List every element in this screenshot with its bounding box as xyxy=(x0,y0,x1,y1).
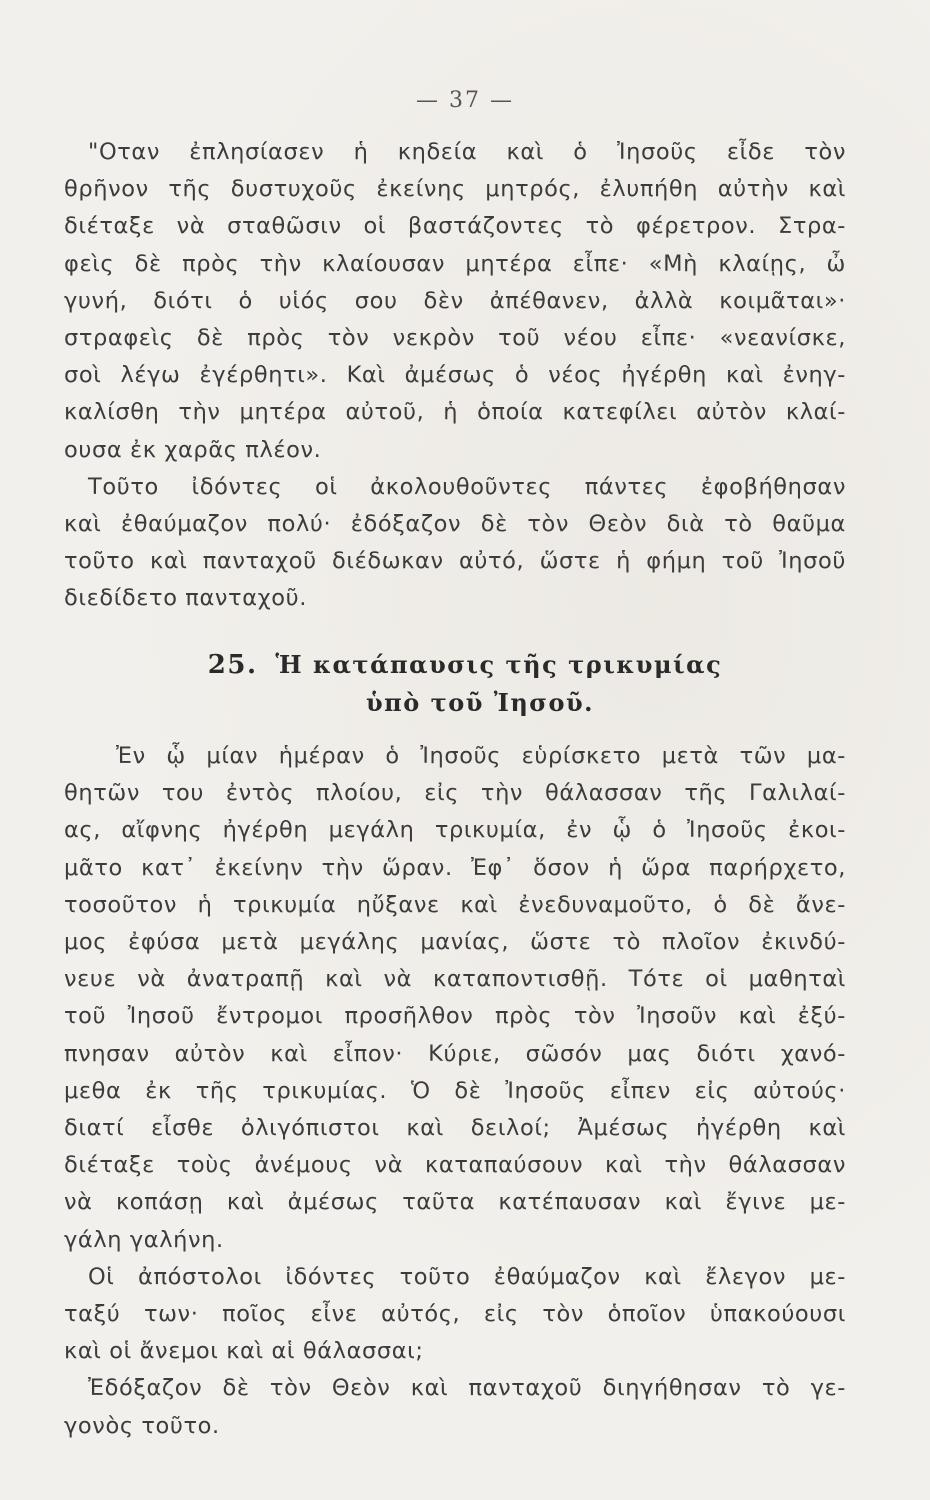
text-line: καλίσθη τὴν μητέρα αὐτοῦ, ἡ ὁποία κατεφίλει αὐτὸν κλαί- xyxy=(64,399,846,426)
text-line: θητῶν του ἐντὸς πλοίου, εἰς τὴν θάλασσαν τῆς Γαλιλαί- xyxy=(64,780,846,807)
text-line: γονὸς τοῦτο. xyxy=(64,1412,220,1439)
text-line: Ἐδόξαζον δὲ τὸν Θεὸν καὶ πανταχοῦ διηγήθησαν τὸ γε- xyxy=(88,1375,846,1402)
text-line: Οἱ ἀπόστολοι ἰδόντες τοῦτο ἐθαύμαζον καὶ ἔλεγον με- xyxy=(88,1263,846,1290)
text-line: σοὶ λέγω ἐγέρθητι». Καὶ ἀμέσως ὁ νέος ἠγέρθη καὶ ἐνηγ- xyxy=(64,362,846,389)
text-line: γυνή, διότι ὁ υἱός σου δὲν ἀπέθανεν, ἀλλὰ κοιμᾶται»· xyxy=(64,287,846,314)
text-line: διεδίδετο πανταχοῦ. xyxy=(64,585,307,612)
text-line: γάλη γαλήνη. xyxy=(64,1226,224,1253)
text-line: τοῦτο καὶ πανταχοῦ διέδωκαν αὐτό, ὥστε ἡ φήμη τοῦ Ἰησοῦ xyxy=(64,548,846,575)
text-line: διέταξε νὰ σταθῶσιν οἱ βαστάζοντες τὸ φέρετρον. Στρα- xyxy=(64,213,846,240)
text-line: ουσα ἐκ χαρᾶς πλέον. xyxy=(64,436,322,463)
section-title-line-2: ὑπὸ τοῦ Ἰησοῦ. xyxy=(366,688,594,717)
text-line: νευε νὰ ἀνατραπῇ καὶ νὰ καταποντισθῇ. Τότε οἱ μαθηταὶ xyxy=(64,966,846,993)
text-line: "Οταν ἐπλησίασεν ἡ κηδεία καὶ ὁ Ἰησοῦς εἶδε τὸν xyxy=(88,139,846,165)
text-line: πνησαν αὐτὸν καὶ εἶπον· Κύριε, σῶσόν μας διότι χανό- xyxy=(64,1040,846,1067)
text-line: ταξύ των· ποῖος εἶνε αὐτός, εἰς τὸν ὁποῖον ὑπακούουσι xyxy=(64,1301,846,1328)
paragraph-block-1 xyxy=(64,134,846,618)
text-line: διατί εἶσθε ὀλιγόπιστοι καὶ δειλοί; Ἀμέσως ἠγέρθη καὶ xyxy=(64,1115,846,1142)
text-line: στραφεὶς δὲ πρὸς τὸν νεκρὸν τοῦ νέου εἶπε· «νεανίσκε, xyxy=(64,325,846,352)
paragraph-block-2 xyxy=(64,738,846,1445)
text-line: Τοῦτο ἰδόντες οἱ ἀκολουθοῦντες πάντες ἐφοβήθησαν xyxy=(88,473,846,500)
text-line: φεὶς δὲ πρὸς τὴν κλαίουσαν μητέρα εἶπε· «Μὴ κλαίῃς, ὦ xyxy=(64,250,846,277)
text-line: τοσοῦτον ἡ τρικυμία ηὔξανε καὶ ἐνεδυναμοῦτο, ὁ δὲ ἄνε- xyxy=(64,891,846,918)
text-line: τοῦ Ἰησοῦ ἔντρομοι προσῆλθον πρὸς τὸν Ἰησοῦν καὶ ἐξύ- xyxy=(64,1003,846,1030)
text-line: καὶ οἱ ἄνεμοι καὶ αἱ θάλασσαι; xyxy=(64,1338,424,1365)
text-line: καὶ ἐθαύμαζον πολύ· ἐδόξαζον δὲ τὸν Θεὸν διὰ τὸ θαῦμα xyxy=(64,511,846,538)
text-line: νὰ κοπάσῃ καὶ ἀμέσως ταῦτα κατέπαυσαν καὶ ἔγινε με- xyxy=(64,1189,846,1216)
text-line: μᾶτο κατ᾽ ἐκείνην τὴν ὥραν. Ἐφ᾽ ὅσον ἡ ὥρα παρήρχετο, xyxy=(64,854,846,881)
text-line: θρῆνον τῆς δυστυχοῦς ἐκείνης μητρός, ἐλυπήθη αὐτὴν καὶ xyxy=(64,176,846,203)
section-heading xyxy=(0,646,930,722)
text-line: διέταξε τοὺς ἀνέμους νὰ καταπαύσουν καὶ τὴν θάλασσαν xyxy=(64,1152,846,1179)
text-line: μεθα ἐκ τῆς τρικυμίας. Ὁ δὲ Ἰησοῦς εἶπεν εἰς αὐτούς· xyxy=(64,1077,846,1104)
page-number: — 37 — xyxy=(416,88,514,113)
section-title-line-1: Ἡ κατάπαυσις τῆς τρικυμίας xyxy=(275,650,723,679)
text-line: ας, αἴφνης ἠγέρθη μεγάλη τρικυμία, ἐν ᾧ ὁ Ἰησοῦς ἐκοι- xyxy=(64,817,846,844)
section-number: 25. xyxy=(207,650,258,680)
text-line: μος ἐφύσα μετὰ μεγάλης μανίας, ὥστε τὸ πλοῖον ἐκινδύ- xyxy=(64,929,846,956)
text-line: Ἐν ᾧ μίαν ἡμέραν ὁ Ἰησοῦς εὑρίσκετο μετὰ τῶν μα- xyxy=(116,743,846,769)
